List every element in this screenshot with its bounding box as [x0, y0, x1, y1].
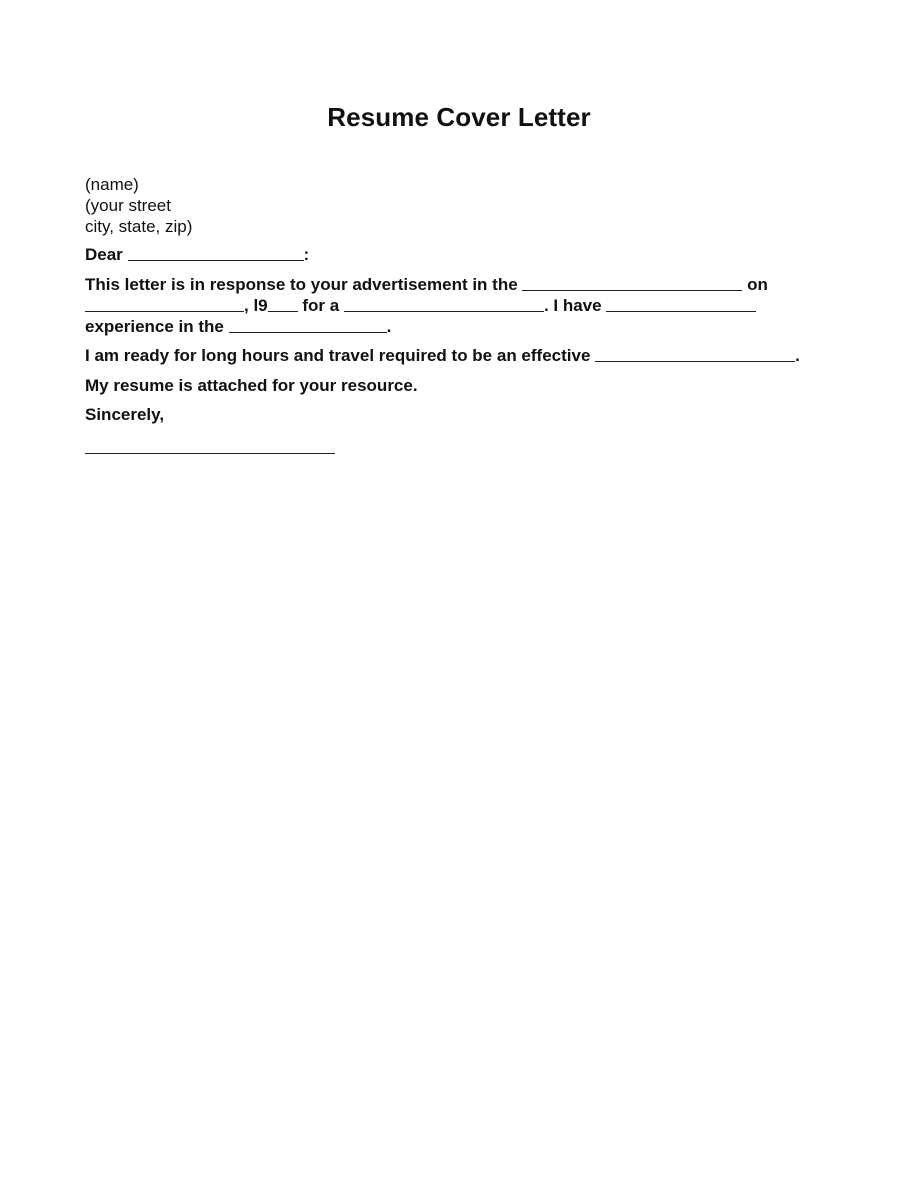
- paragraph-response: [85, 274, 768, 337]
- paragraph-resume-attached: My resume is attached for your resource.: [85, 376, 418, 395]
- paragraph-response-line-1: This letter is in response to your advertisement in the on: [85, 275, 768, 294]
- recipient-name-blank[interactable]: [128, 246, 304, 261]
- salutation-prefix: Dear: [85, 245, 123, 264]
- paragraph-ready: I am ready for long hours and travel required to be an effective .: [85, 346, 800, 365]
- year-blank[interactable]: [268, 297, 298, 312]
- paragraph-response-line-3: experience in the .: [85, 317, 392, 336]
- paragraph-response-line-2: , l9 for a . I have: [85, 295, 768, 316]
- salutation: [85, 244, 309, 265]
- document-title: Resume Cover Letter: [327, 102, 591, 132]
- address-street: (your street: [85, 196, 171, 215]
- address-name: (name): [85, 175, 139, 194]
- signature-line[interactable]: [85, 453, 335, 454]
- closing: Sincerely,: [85, 405, 165, 424]
- years-experience-blank[interactable]: [606, 297, 756, 312]
- sender-address: [85, 174, 192, 237]
- publication-blank[interactable]: [522, 276, 742, 291]
- date-month-day-blank[interactable]: [85, 297, 244, 312]
- role-blank[interactable]: [595, 347, 795, 362]
- position-blank[interactable]: [344, 297, 544, 312]
- salutation-suffix: :: [303, 245, 310, 264]
- address-city-state-zip: city, state, zip): [85, 217, 193, 236]
- field-blank[interactable]: [229, 318, 387, 333]
